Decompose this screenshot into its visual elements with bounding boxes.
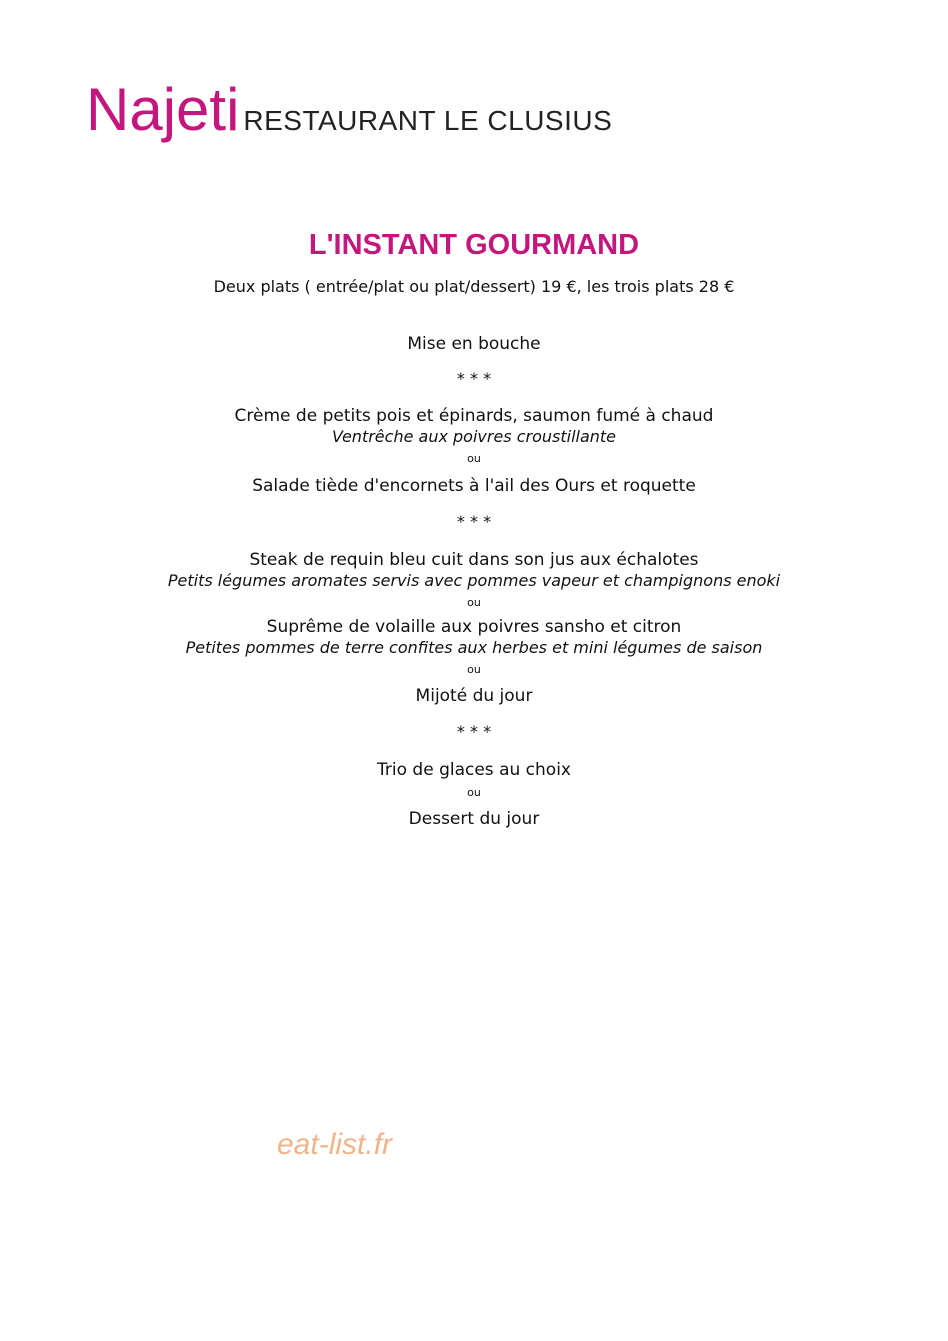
watermark: eat-list.fr xyxy=(277,1128,393,1161)
main-3-name: Mijoté du jour xyxy=(415,686,533,706)
main-1-desc: Petits légumes aromates servis avec pommes vapeur et champignons enoki xyxy=(167,571,781,590)
main-2-name: Suprême de volaille aux poivres sansho et citron xyxy=(266,617,682,637)
starter-1-name: Crème de petits pois et épinards, saumon fumé à chaud xyxy=(234,406,714,426)
main-1-name: Steak de requin bleu cuit dans son jus aux échalotes xyxy=(249,550,699,570)
dessert-1-name: Trio de glaces au choix xyxy=(377,760,571,780)
or-divider: ou xyxy=(467,663,481,676)
brand-logo: Najeti xyxy=(86,76,240,143)
course-separator: * * * xyxy=(456,512,492,531)
restaurant-name: RESTAURANT LE CLUSIUS xyxy=(243,105,613,136)
starter-1-desc: Ventrêche aux poivres croustillante xyxy=(331,427,617,446)
dessert-2-name: Dessert du jour xyxy=(408,809,540,829)
header xyxy=(86,76,613,143)
or-divider: ou xyxy=(467,452,481,465)
amuse-bouche: Mise en bouche xyxy=(407,334,541,354)
starter-2-name: Salade tiède d'encornets à l'ail des Ours et roquette xyxy=(252,476,696,496)
or-divider: ou xyxy=(467,596,481,609)
or-divider: ou xyxy=(467,786,481,799)
menu-title: L'INSTANT GOURMAND xyxy=(308,229,640,261)
course-separator: * * * xyxy=(456,722,492,741)
menu xyxy=(0,226,948,830)
main-2-desc: Petites pommes de terre confites aux herbes et mini légumes de saison xyxy=(185,638,763,657)
menu-pricing: Deux plats ( entrée/plat ou plat/dessert) 19 €, les trois plats 28 € xyxy=(213,277,735,296)
course-separator: * * * xyxy=(456,369,492,388)
